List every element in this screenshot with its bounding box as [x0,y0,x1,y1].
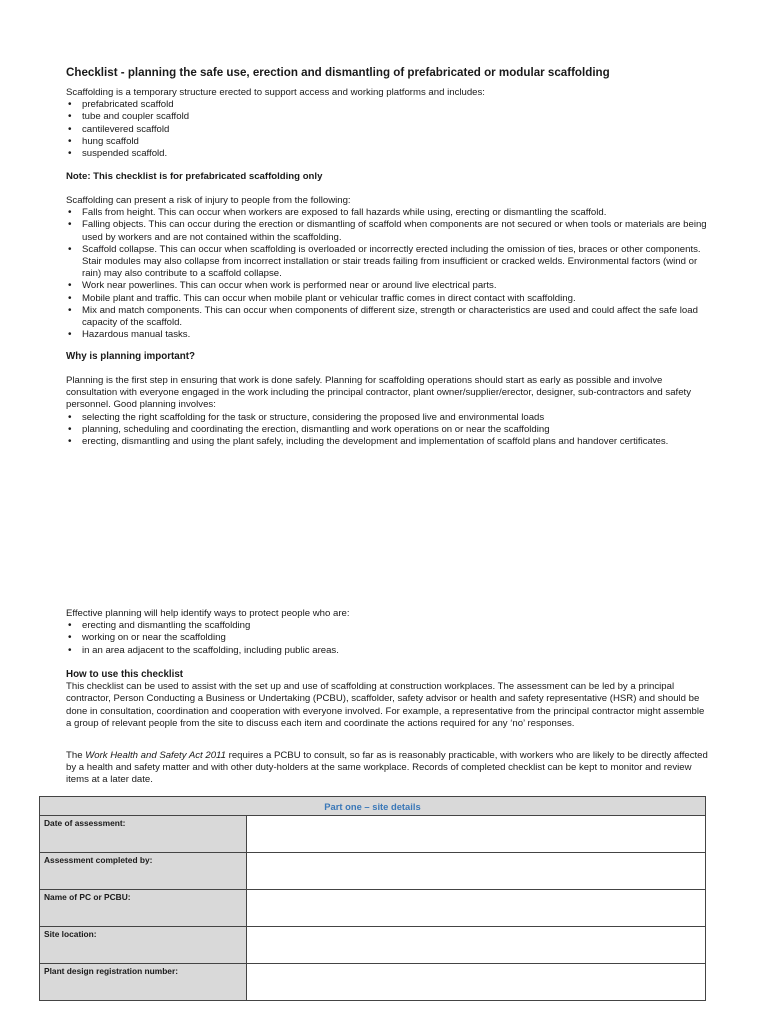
site-details-header: Part one – site details [40,797,706,816]
date-label: Date of assessment: [40,816,247,853]
registration-label: Plant design registration number: [40,964,247,1001]
list-item: • tube and coupler scaffold [66,111,712,123]
table-row [40,890,706,927]
site-location-field[interactable] [247,927,706,964]
list-item: • in an area adjacent to the scaffolding, including public areas. [66,645,712,657]
table-row [40,927,706,964]
list-item: • planning, scheduling and coordinating the erection, dismantling and work operations on or near the scaffolding [66,424,712,436]
list-item: • Mix and match components. This can occur when components of different size, strength or characteristics are used and could affect the safe load capacity of the scaffold. [66,305,712,329]
list-item: • Hazardous manual tasks. [66,329,712,341]
risks-list [66,207,712,341]
how-section [66,669,712,730]
effective-text: Effective planning will help identify ways to protect people who are: [66,608,350,619]
intro-section [66,87,712,160]
list-item: • erecting, dismantling and using the plant safely, including the development and implementation of scaffold plans and handover certificates. [66,436,712,448]
risks-text: Scaffolding can present a risk of injury to people from the following: [66,195,351,206]
list-item: • Mobile plant and traffic. This can occur when mobile plant or vehicular traffic comes in direct contact with scaffolding. [66,293,712,305]
act-name: Work Health and Safety Act 2011 [85,750,226,761]
date-field[interactable] [247,816,706,853]
planning-text: Planning is the first step in ensuring that work is done safely. Planning for scaffolding operations should start as early as possible and involve consultation with everyone engaged in the work including the principal contractor, plant owner/supplier/erector, designer, sub-contractors and safety personnel. Good planning involves: [66,375,692,411]
list-item: • Scaffold collapse. This can occur when scaffolding is overloaded or incorrectly erected including the omission of ties, braces or other components. Stair modules may also collapse from incorrect installation or stair treads failing from insufficient or cracked welds. Environmental factors (wind or rain) may also contribute to a scaffold collapse. [66,244,712,281]
list-item: • cantilevered scaffold [66,124,712,136]
site-details-table [39,796,706,1001]
list-item: • erecting and dismantling the scaffolding [66,620,712,632]
planning-heading: Why is planning important? [66,351,195,362]
assessor-field[interactable] [247,853,706,890]
effective-section [66,608,712,657]
table-row [40,853,706,890]
list-item: • hung scaffold [66,136,712,148]
list-item: • suspended scaffold. [66,148,712,160]
list-item: • working on or near the scaffolding [66,632,712,644]
act-text [66,750,712,787]
planning-heading-wrap [66,351,712,363]
how-heading: How to use this checklist [66,669,184,680]
risks-section [66,195,712,341]
effective-list [66,620,712,657]
page-title: Checklist - planning the safe use, erection and dismantling of prefabricated or modular scaffolding [66,66,610,79]
pcbu-label: Name of PC or PCBU: [40,890,247,927]
act-prefix: The [66,750,86,761]
list-item: • prefabricated scaffold [66,99,712,111]
scaffold-types-list [66,99,712,160]
list-item: • Falling objects. This can occur during the erection or dismantling of scaffold when components are not secured or when tools or materials are being used by workers and are not contained within the scaffolding. [66,219,712,243]
list-item: • Falls from height. This can occur when workers are exposed to fall hazards while using, erecting or dismantling the scaffold. [66,207,712,219]
list-item: • Work near powerlines. This can occur when work is performed near or around live electrical parts. [66,280,712,292]
site-location-label: Site location: [40,927,247,964]
pcbu-field[interactable] [247,890,706,927]
act-paragraph [66,750,712,787]
planning-list [66,412,712,449]
note-text: Note: This checklist is for prefabricated scaffolding only [66,171,323,182]
table-row [40,816,706,853]
planning-section [66,375,712,448]
registration-field[interactable] [247,964,706,1001]
how-text: This checklist can be used to assist with the set up and use of scaffolding at construction workplaces. The assessment can be led by a principal contractor, Person Conducting a Business or Undertaking (PCBU), scaffolder, safety advisor or health and safety representative (HSR) and should be done in consultation, coordination and cooperation with everyone involved. For example, a representative from the principal contractor might assemble a group of relevant people from the site to discuss each item and coordinate the actions required for any ‘no’ responses. [66,681,705,729]
act-suffix: requires a PCBU to consult, so far as is reasonably practicable, with workers who are likely to be directly affected by a health and safety matter and with other duty-holders at the same workplace. Records of completed checklist can be kept to monitor and review items at a later date. [66,750,708,786]
assessor-label: Assessment completed by: [40,853,247,890]
intro-text: Scaffolding is a temporary structure erected to support access and working platforms and includes: [66,87,485,98]
table-row [40,964,706,1001]
list-item: • selecting the right scaffolding for the task or structure, considering the proposed live and environmental loads [66,412,712,424]
